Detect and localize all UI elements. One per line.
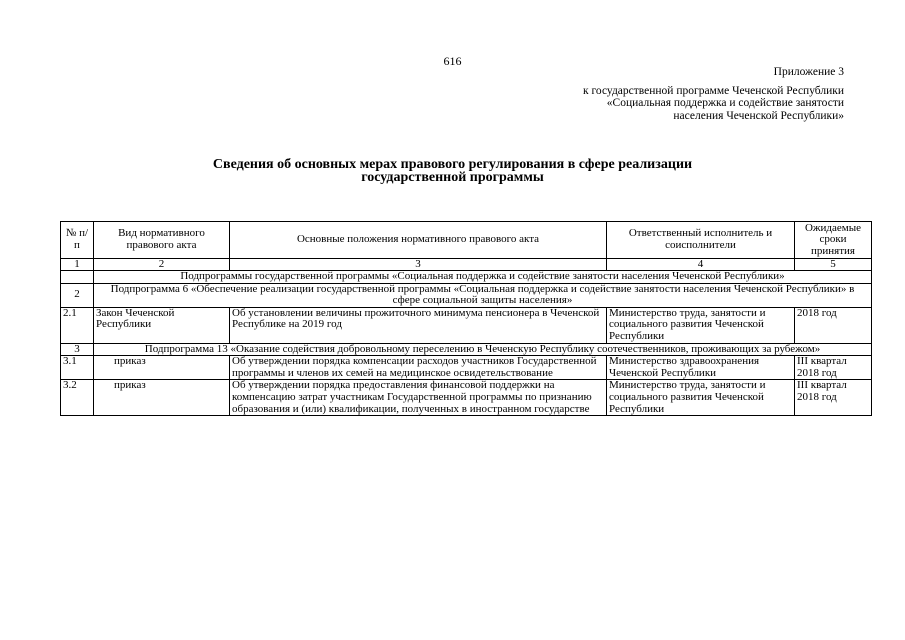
column-number: 4 [607, 259, 795, 271]
header-provisions: Основные положения нормативного правового акта [230, 222, 607, 259]
act-type-cell: приказ [94, 380, 230, 416]
document-title-line: государственной программы [361, 170, 544, 185]
program-title: Подпрограммы государственной программы «Социальная поддержка и содействие занятости населения Чеченской Республики» [94, 271, 872, 284]
measures-table [60, 221, 872, 416]
subprogram-row [61, 283, 872, 307]
table-row [61, 307, 872, 343]
annex-title: Приложение 3 [773, 66, 844, 78]
table-row [61, 380, 872, 416]
page-number: 616 [443, 54, 462, 68]
annex-block [583, 66, 844, 122]
executor-cell: Министерство труда, занятости и социального развития Чеченской Республики [607, 307, 795, 343]
deadline-cell: III квартал 2018 год [795, 380, 872, 416]
program-row [61, 271, 872, 284]
provisions-cell: Об утверждении порядка компенсации расходов участников Государственной программы и членов их семей на медицинское освидетельствование [230, 356, 607, 380]
annex-line: населения Чеченской Республики» [673, 109, 844, 122]
executor-cell: Министерство здравоохранения Чеченской Республики [607, 356, 795, 380]
act-type-cell: Закон Чеченской Республики [94, 307, 230, 343]
deadline-cell: III квартал 2018 год [795, 356, 872, 380]
row-number: 3.1 [61, 356, 94, 380]
subprogram-title: Подпрограмма 6 «Обеспечение реализации государственной программы «Социальная поддержка и содействие занятости населения Чеченской Республики» в сфере социальной защиты населения» [94, 283, 872, 307]
deadline-cell: 2018 год [795, 307, 872, 343]
document-title-line: Сведения об основных мерах правового регулирования в сфере реализации [212, 157, 693, 172]
row-number: 2 [61, 283, 94, 307]
header-executor: Ответственный исполнитель и соисполнители [607, 222, 795, 259]
row-number: 3 [61, 343, 94, 356]
provisions-cell: Об установлении величины прожиточного минимума пенсионера в Чеченской Республике на 2019 год [230, 307, 607, 343]
header-act-type: Вид нормативного правового акта [94, 222, 230, 259]
column-numbers-row [61, 259, 872, 271]
header-number: № п/п [61, 222, 94, 259]
subprogram-title: Подпрограмма 13 «Оказание содействия добровольному переселению в Чеченскую Республику соотечественников, проживающих за рубежом» [94, 343, 872, 356]
executor-cell: Министерство труда, занятости и социального развития Чеченской Республики [607, 380, 795, 416]
column-number: 5 [795, 259, 872, 271]
column-number: 3 [230, 259, 607, 271]
column-number: 1 [61, 259, 94, 271]
header-deadline: Ожидаемые сроки принятия [795, 222, 872, 259]
act-type-cell: приказ [94, 356, 230, 380]
document-title [0, 158, 905, 184]
row-number: 3.2 [61, 380, 94, 416]
table-header-row [61, 222, 872, 259]
subprogram-row [61, 343, 872, 356]
table-row [61, 356, 872, 380]
row-number: 2.1 [61, 307, 94, 343]
annex-line: к государственной программе Чеченской Республики [583, 84, 844, 97]
provisions-cell: Об утверждении порядка предоставления финансовой поддержки на компенсацию затрат участникам Государственной программы по признанию образования и (или) квалификации, полученных в иностранном государстве [230, 380, 607, 416]
annex-line: «Социальная поддержка и содействие занятости [606, 97, 844, 109]
column-number: 2 [94, 259, 230, 271]
